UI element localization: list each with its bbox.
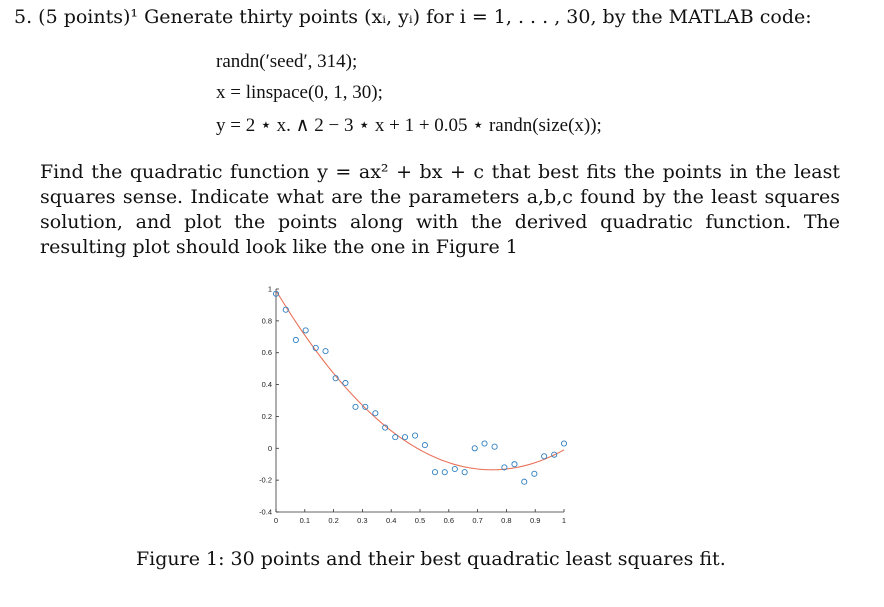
y-tick-label: 0 — [267, 443, 272, 453]
data-point — [393, 435, 398, 440]
data-point — [532, 471, 537, 476]
data-point — [512, 462, 517, 467]
fit-curve-group — [276, 291, 564, 470]
data-point — [462, 470, 467, 475]
figure-1-chart — [240, 276, 585, 534]
x-tick-label: 0.4 — [385, 516, 397, 525]
task-paragraph-text: Find the quadratic function y = ax² + bx + c that best fits the points in the least squares sense. Indicate what are the parameters a,b,c found by the least squares solution, and plot the points along with the derived quadratic function. The resulting plot should look like the one in Figure 1 — [40, 161, 840, 258]
task-paragraph — [40, 160, 840, 260]
x-tick-label: 0.3 — [357, 516, 368, 525]
data-point — [442, 470, 447, 475]
data-point — [323, 349, 328, 354]
y-tick-label: 0.8 — [261, 316, 272, 326]
data-point — [492, 444, 497, 449]
data-point — [452, 466, 457, 471]
code-line-y: y = 2 ⋆ x. ∧ 2 − 3 ⋆ x + 1 + 0.05 ⋆ randn(size(x)); — [216, 115, 602, 136]
data-point — [561, 441, 566, 446]
y-tick-label: -0.4 — [259, 507, 272, 517]
code-line-seed: randn(′seed′, 314); — [216, 51, 358, 72]
y-tick-label: -0.2 — [259, 475, 272, 485]
y-tick-label: 0.4 — [261, 380, 272, 390]
data-point — [422, 443, 427, 448]
data-point — [413, 433, 418, 438]
x-tick-label: 0.6 — [443, 516, 455, 525]
data-point — [542, 454, 547, 459]
fit-curve — [276, 291, 564, 470]
data-point — [522, 479, 527, 484]
y-tick-label: 0.6 — [261, 348, 272, 358]
data-point — [373, 411, 378, 416]
x-tick-label: 0.7 — [472, 516, 483, 525]
figure-caption: Figure 1: 30 points and their best quadratic least squares fit. — [136, 548, 726, 570]
data-point — [402, 435, 407, 440]
x-tick-label: 1 — [561, 516, 567, 525]
x-tick-label: 0.5 — [414, 516, 426, 525]
data-point — [472, 446, 477, 451]
y-tick-label: 1 — [267, 284, 272, 294]
code-line-linspace: x = linspace(0, 1, 30); — [216, 82, 383, 103]
chart-axes — [259, 285, 566, 526]
data-point — [293, 337, 298, 342]
data-point — [432, 470, 437, 475]
x-tick-label: 0.9 — [529, 516, 541, 525]
problem-statement: 5. (5 points)¹ Generate thirty points (xᵢ, yᵢ) for i = 1, . . . , 30, by the MATLAB code: — [14, 6, 812, 28]
data-point — [303, 328, 308, 333]
y-tick-label: 0.2 — [261, 411, 272, 421]
x-tick-label: 0.1 — [299, 516, 311, 525]
data-points — [273, 291, 566, 484]
data-point — [343, 380, 348, 385]
x-tick-label: 0.8 — [501, 516, 512, 525]
data-point — [482, 441, 487, 446]
data-point — [353, 404, 358, 409]
x-tick-label: 0 — [273, 516, 279, 525]
x-tick-label: 0.2 — [328, 516, 339, 525]
